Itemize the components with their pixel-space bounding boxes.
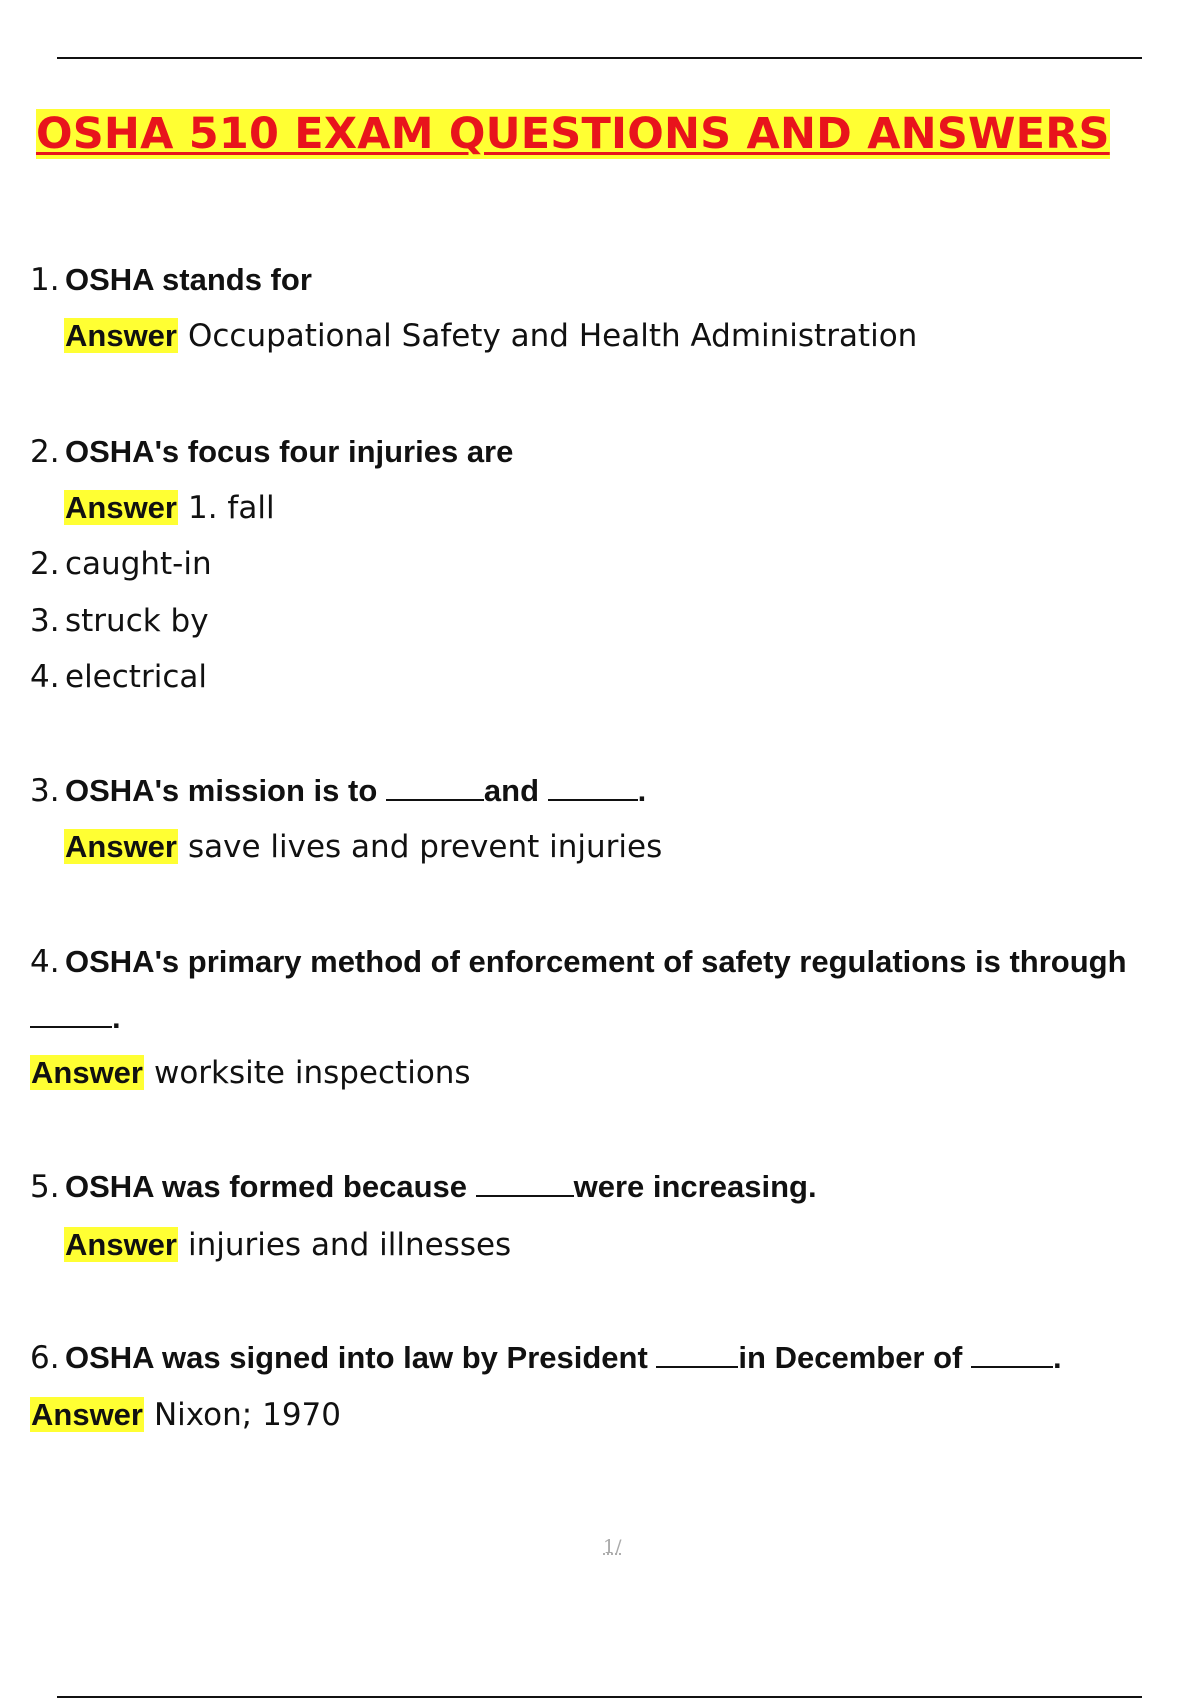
page-number: 1/ xyxy=(603,1536,622,1558)
answer-4 xyxy=(30,1053,471,1093)
list-item-number: 3. xyxy=(30,603,60,639)
question-5-number: 5. xyxy=(30,1169,60,1205)
fill-in-blank xyxy=(656,1338,738,1368)
question-2 xyxy=(65,432,513,472)
answer-6-text: Nixon; 1970 xyxy=(153,1397,341,1433)
list-item xyxy=(65,601,209,641)
list-item-text: electrical xyxy=(65,659,207,695)
list-item-number: 4. xyxy=(30,659,60,695)
question-3-text: . xyxy=(637,773,647,808)
answer-label: Answer xyxy=(65,829,177,864)
answer-label: Answer xyxy=(65,490,177,525)
question-6-number: 6. xyxy=(30,1340,60,1376)
question-1-text: OSHA stands for xyxy=(65,262,312,297)
fill-in-blank xyxy=(971,1338,1053,1368)
question-2-number: 2. xyxy=(30,434,60,470)
question-6-text: in December of xyxy=(738,1340,971,1375)
question-4-text: OSHA's primary method of enforcement of safety regulations is through xyxy=(65,944,1127,979)
answer-label: Answer xyxy=(31,1397,143,1432)
question-6-text: OSHA was signed into law by President xyxy=(65,1340,657,1375)
question-4-text: . xyxy=(112,1000,121,1035)
question-5-text: were increasing. xyxy=(573,1169,817,1204)
top-rule xyxy=(57,57,1142,59)
question-4 xyxy=(65,942,1127,982)
question-5 xyxy=(65,1167,817,1207)
question-2-text: OSHA's focus four injuries are xyxy=(65,434,514,469)
question-4-number: 4. xyxy=(30,944,60,980)
question-1 xyxy=(65,260,312,300)
answer-1 xyxy=(64,316,917,356)
question-3-number: 3. xyxy=(30,773,60,809)
question-3-text: and xyxy=(483,773,548,808)
answer-label: Answer xyxy=(65,1227,177,1262)
question-3-text: OSHA's mission is to xyxy=(65,773,386,808)
answer-3 xyxy=(64,827,662,867)
question-1-number: 1. xyxy=(30,262,60,298)
answer-1-text: Occupational Safety and Health Administration xyxy=(187,318,918,354)
question-3 xyxy=(65,771,646,811)
list-item-text: caught-in xyxy=(65,546,212,582)
answer-label: Answer xyxy=(65,318,177,353)
answer-label: Answer xyxy=(31,1055,143,1090)
question-6 xyxy=(65,1338,1062,1378)
answer-5-text: injuries and illnesses xyxy=(187,1227,512,1263)
question-6-text: . xyxy=(1052,1340,1062,1375)
fill-in-blank xyxy=(548,771,638,801)
answer-3-text: save lives and prevent injuries xyxy=(187,829,663,865)
answer-6 xyxy=(30,1395,341,1435)
question-5-text: OSHA was formed because xyxy=(65,1169,476,1204)
fill-in-blank xyxy=(476,1167,574,1197)
list-item xyxy=(65,657,207,697)
question-4-continued xyxy=(30,998,121,1038)
answer-5 xyxy=(64,1225,511,1265)
answer-2 xyxy=(64,488,275,528)
document-title: OSHA 510 EXAM QUESTIONS AND ANSWERS xyxy=(36,109,1110,159)
answer-4-text: worksite inspections xyxy=(153,1055,471,1091)
list-item-text: struck by xyxy=(65,603,209,639)
list-item-number: 2. xyxy=(30,546,60,582)
fill-in-blank xyxy=(30,998,112,1028)
answer-2-text: 1. fall xyxy=(187,490,275,526)
bottom-rule xyxy=(57,1696,1142,1698)
fill-in-blank xyxy=(386,771,484,801)
list-item xyxy=(65,544,212,584)
